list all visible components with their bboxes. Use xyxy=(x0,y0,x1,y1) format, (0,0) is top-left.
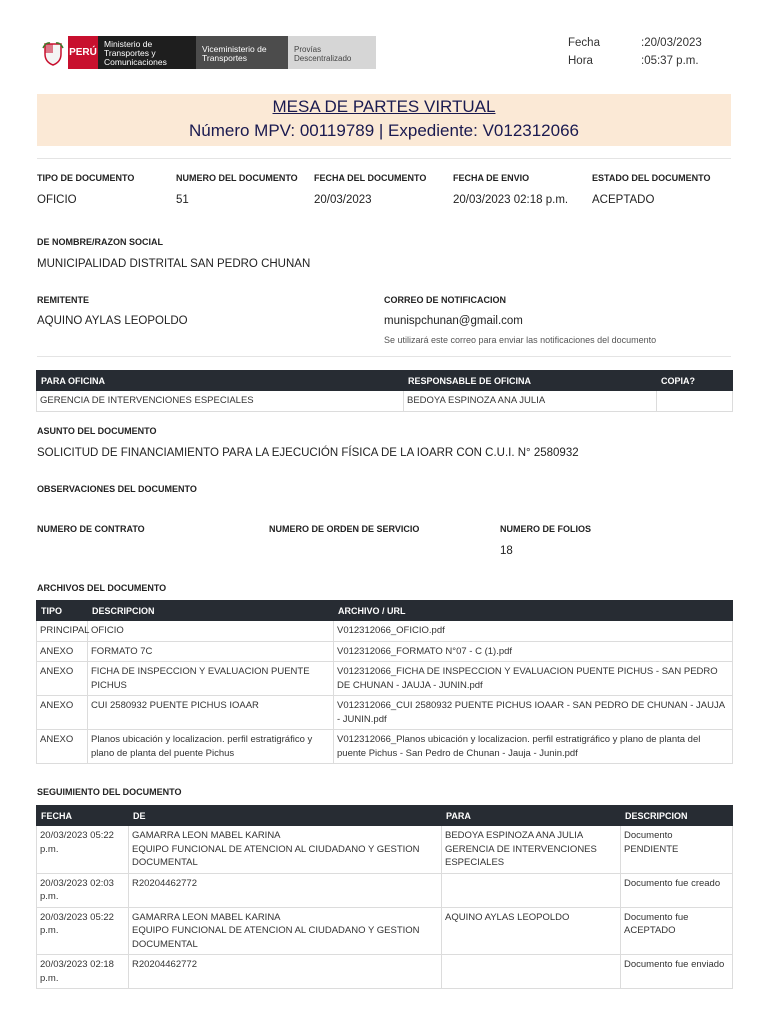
table-row xyxy=(37,391,733,412)
seguimiento-table xyxy=(36,805,733,989)
table-row xyxy=(37,621,733,642)
correo-note: Se utilizará este correo para enviar las notificaciones del documento xyxy=(384,335,657,345)
tipo-cell: ANEXO xyxy=(37,641,88,662)
de-cell: GAMARRA LEON MABEL KARINA EQUIPO FUNCIONAL DE ATENCION AL CIUDADANO Y GESTION DOCUMENTAL xyxy=(129,907,442,955)
de-cell: R20204462772 xyxy=(129,873,442,907)
copia-header: COPIA? xyxy=(657,371,733,391)
tipo-cell: ANEXO xyxy=(37,662,88,696)
archivo-header: ARCHIVO / URL xyxy=(334,601,733,621)
de-cell: R20204462772 xyxy=(129,955,442,989)
fecha-cell: 20/03/2023 02:18 p.m. xyxy=(37,955,129,989)
numero-label: NUMERO DEL DOCUMENTO xyxy=(176,173,298,183)
tipo-label: TIPO DE DOCUMENTO xyxy=(37,173,135,183)
page-title: MESA DE PARTES VIRTUAL xyxy=(272,97,496,116)
correo-label: CORREO DE NOTIFICACION xyxy=(384,295,507,305)
hora-value: :05:37 p.m. xyxy=(641,55,699,67)
page-header xyxy=(38,36,728,74)
fecha-label: Fecha xyxy=(568,37,600,49)
table-row xyxy=(37,730,733,764)
para-cell: AQUINO AYLAS LEOPOLDO xyxy=(442,907,621,955)
logo-vice-ministry: Viceministerio de Transportes xyxy=(196,36,288,69)
table-row xyxy=(37,826,733,874)
table-row xyxy=(37,873,733,907)
numero-value: 51 xyxy=(176,194,189,206)
folios-value: 18 xyxy=(500,545,513,557)
seguimiento-label: SEGUIMIENTO DEL DOCUMENTO xyxy=(37,787,182,797)
para-cell xyxy=(442,873,621,907)
tipo-cell: ANEXO xyxy=(37,696,88,730)
archivos-label: ARCHIVOS DEL DOCUMENTO xyxy=(37,583,167,593)
para-cell xyxy=(442,955,621,989)
title-banner xyxy=(37,94,731,146)
fecha-doc-value: 20/03/2023 xyxy=(314,194,372,206)
descripcion-cell: OFICIO xyxy=(88,621,334,642)
fecha-cell: 20/03/2023 02:03 p.m. xyxy=(37,873,129,907)
envio-label: FECHA DE ENVIO xyxy=(453,173,530,183)
asunto-label: ASUNTO DEL DOCUMENTO xyxy=(37,426,157,436)
descripcion-header: DESCRIPCION xyxy=(88,601,334,621)
page-subtitle: Número MPV: 00119789 | Expediente: V012312066 xyxy=(188,121,580,140)
para-cell: BEDOYA ESPINOZA ANA JULIA GERENCIA DE INTERVENCIONES ESPECIALES xyxy=(442,826,621,874)
estado-value: ACEPTADO xyxy=(592,194,655,206)
envio-value: 20/03/2023 02:18 p.m. xyxy=(453,194,569,206)
observaciones-label: OBSERVACIONES DEL DOCUMENTO xyxy=(37,484,197,494)
contrato-label: NUMERO DE CONTRATO xyxy=(37,524,145,534)
responsable-cell: BEDOYA ESPINOZA ANA JULIA xyxy=(404,391,657,412)
correo-value: munispchunan@gmail.com xyxy=(384,315,523,327)
coat-of-arms-icon xyxy=(38,36,68,69)
para-header: PARA xyxy=(442,806,621,826)
asunto-value: SOLICITUD DE FINANCIAMIENTO PARA LA EJECUCIÓN FÍSICA DE LA IOARR CON C.U.I. N° 2580932 xyxy=(37,447,579,459)
file-link[interactable]: V012312066_OFICIO.pdf xyxy=(334,621,733,642)
logo-country: PERÚ xyxy=(68,36,98,69)
folios-label: NUMERO DE FOLIOS xyxy=(500,524,592,534)
descripcion-cell: FORMATO 7C xyxy=(88,641,334,662)
razon-social-value: MUNICIPALIDAD DISTRITAL SAN PEDRO CHUNAN xyxy=(37,258,311,270)
divider xyxy=(37,356,731,357)
logo-program: Provías Descentralizado xyxy=(288,36,376,69)
tipo-value: OFICIO xyxy=(37,194,77,206)
table-row xyxy=(37,641,733,662)
tipo-header: TIPO xyxy=(37,601,88,621)
file-link[interactable]: V012312066_CUI 2580932 PUENTE PICHUS IOAAR - SAN PEDRO DE CHUNAN - JAUJA - JUNIN.pdf xyxy=(334,696,733,730)
orden-label: NUMERO DE ORDEN DE SERVICIO xyxy=(269,524,420,534)
ministry-logo xyxy=(38,36,376,69)
archivos-table xyxy=(36,600,733,764)
tipo-cell: ANEXO xyxy=(37,730,88,764)
fecha-cell: 20/03/2023 05:22 p.m. xyxy=(37,826,129,874)
table-row xyxy=(37,955,733,989)
responsable-header: RESPONSABLE DE OFICINA xyxy=(404,371,657,391)
copia-cell xyxy=(657,391,733,412)
fecha-header: FECHA xyxy=(37,806,129,826)
estado-label: ESTADO DEL DOCUMENTO xyxy=(592,173,711,183)
oficina-table xyxy=(36,370,733,412)
table-row xyxy=(37,696,733,730)
de-header: DE xyxy=(129,806,442,826)
de-cell: GAMARRA LEON MABEL KARINA EQUIPO FUNCIONAL DE ATENCION AL CIUDADANO Y GESTION DOCUMENTAL xyxy=(129,826,442,874)
fecha-cell: 20/03/2023 05:22 p.m. xyxy=(37,907,129,955)
descripcion-cell: Documento fue ACEPTADO xyxy=(621,907,733,955)
descripcion-cell: Documento PENDIENTE xyxy=(621,826,733,874)
descripcion-cell: Documento fue enviado xyxy=(621,955,733,989)
table-row xyxy=(37,662,733,696)
divider xyxy=(37,158,731,159)
remitente-value: AQUINO AYLAS LEOPOLDO xyxy=(37,315,188,327)
descripcion-cell: Planos ubicación y localizacion. perfil estratigráfico y plano de planta del puente Pichus xyxy=(88,730,334,764)
oficina-header: PARA OFICINA xyxy=(37,371,404,391)
descripcion-header: DESCRIPCION xyxy=(621,806,733,826)
table-row xyxy=(37,907,733,955)
remitente-label: REMITENTE xyxy=(37,295,90,305)
descripcion-cell: Documento fue creado xyxy=(621,873,733,907)
hora-label: Hora xyxy=(568,55,593,67)
descripcion-cell: FICHA DE INSPECCION Y EVALUACION PUENTE PICHUS xyxy=(88,662,334,696)
descripcion-cell: CUI 2580932 PUENTE PICHUS IOAAR xyxy=(88,696,334,730)
logo-ministry: Ministerio de Transportes y Comunicaciones xyxy=(98,36,196,69)
file-link[interactable]: V012312066_FORMATO N°07 - C (1).pdf xyxy=(334,641,733,662)
file-link[interactable]: V012312066_Planos ubicación y localizacion. perfil estratigráfico y plano de planta del puente Pichus - San Pedro de Chunan - Jauja - Junin.pdf xyxy=(334,730,733,764)
tipo-cell: PRINCIPAL xyxy=(37,621,88,642)
oficina-cell: GERENCIA DE INTERVENCIONES ESPECIALES xyxy=(37,391,404,412)
razon-social-label: DE NOMBRE/RAZON SOCIAL xyxy=(37,237,163,247)
fecha-doc-label: FECHA DEL DOCUMENTO xyxy=(314,173,427,183)
fecha-value: :20/03/2023 xyxy=(641,37,702,49)
file-link[interactable]: V012312066_FICHA DE INSPECCION Y EVALUACION PUENTE PICHUS - SAN PEDRO DE CHUNAN - JAUJA - JUNIN.pdf xyxy=(334,662,733,696)
